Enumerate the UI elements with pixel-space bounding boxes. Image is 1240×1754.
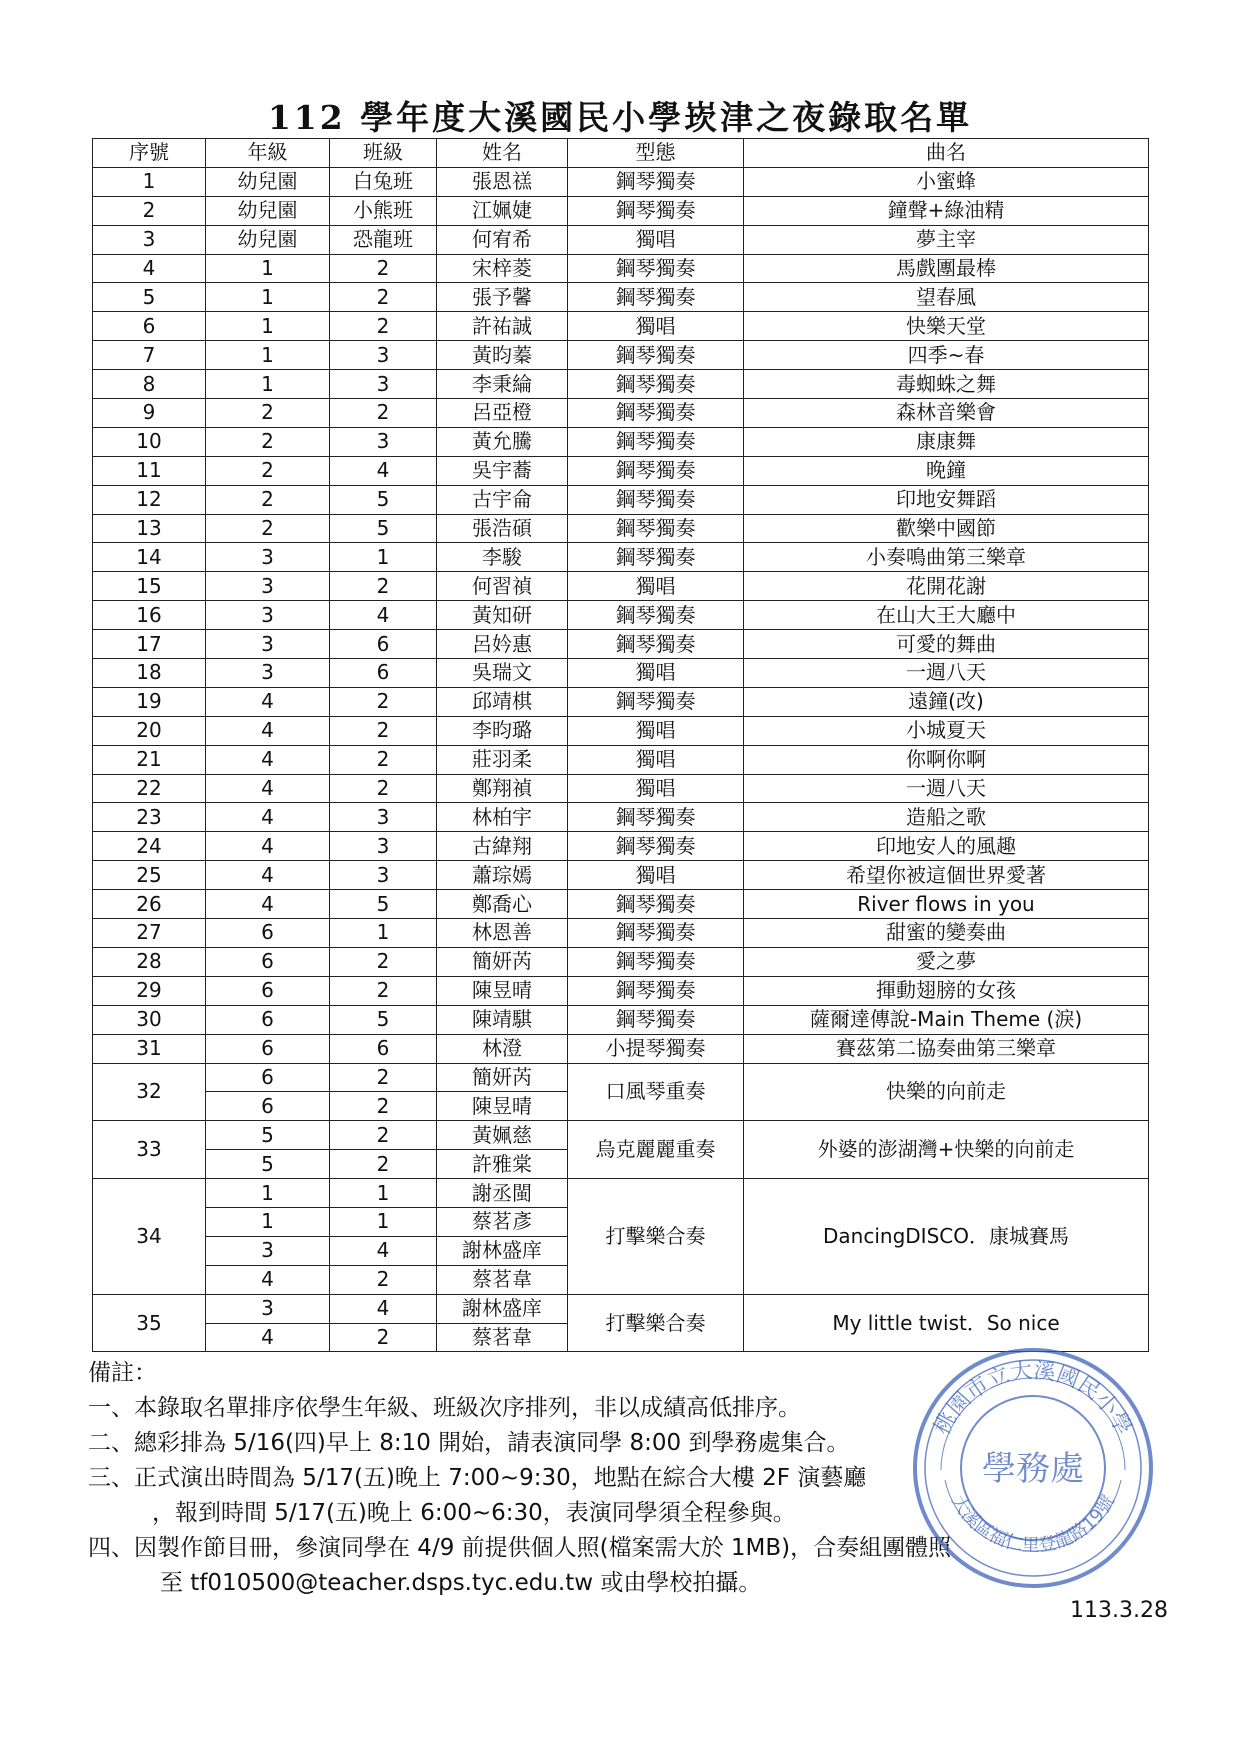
- cell-song: 歡樂中國節: [744, 514, 1149, 543]
- cell-no: 28: [93, 947, 206, 976]
- cell-name: 蕭琮嫣: [437, 861, 568, 890]
- cell-no: 11: [93, 456, 206, 485]
- cell-class: 2: [330, 947, 437, 976]
- table-row: [93, 919, 1149, 948]
- cell-name: 蔡茗彥: [437, 1207, 568, 1236]
- cell-grade: 4: [206, 1323, 330, 1352]
- cell-type: 鋼琴獨奏: [568, 890, 744, 919]
- cell-class: 2: [330, 572, 437, 601]
- cell-grade: 3: [206, 601, 330, 630]
- cell-name: 鄭翔禎: [437, 774, 568, 803]
- cell-song: 外婆的澎湖灣+快樂的向前走: [744, 1121, 1149, 1179]
- cell-no: 29: [93, 976, 206, 1005]
- header-class: 班級: [330, 139, 437, 168]
- cell-class: 2: [330, 1092, 437, 1121]
- cell-name: 黃昀蓁: [437, 341, 568, 370]
- cell-type: 鋼琴獨奏: [568, 976, 744, 1005]
- cell-name: 黃允騰: [437, 427, 568, 456]
- cell-name: 李駿: [437, 543, 568, 572]
- cell-song: 森林音樂會: [744, 399, 1149, 428]
- table-row: [93, 572, 1149, 601]
- cell-grade: 幼兒園: [206, 167, 330, 196]
- cell-type: 獨唱: [568, 659, 744, 688]
- cell-type: 鋼琴獨奏: [568, 1005, 744, 1034]
- cell-name: 許雅棠: [437, 1150, 568, 1179]
- cell-type: 鋼琴獨奏: [568, 427, 744, 456]
- table-row: [93, 687, 1149, 716]
- cell-grade: 1: [206, 370, 330, 399]
- cell-type: 鋼琴獨奏: [568, 370, 744, 399]
- cell-no: 31: [93, 1034, 206, 1063]
- cell-grade: 4: [206, 687, 330, 716]
- cell-name: 林柏宇: [437, 803, 568, 832]
- cell-no: 7: [93, 341, 206, 370]
- cell-class: 2: [330, 1323, 437, 1352]
- cell-type: 獨唱: [568, 225, 744, 254]
- cell-no: 6: [93, 312, 206, 341]
- cell-type: 小提琴獨奏: [568, 1034, 744, 1063]
- admission-table: [92, 138, 1149, 1352]
- table-row: [93, 341, 1149, 370]
- cell-grade: 6: [206, 976, 330, 1005]
- cell-class: 3: [330, 832, 437, 861]
- cell-song: DancingDISCO．康城賽馬: [744, 1179, 1149, 1295]
- cell-no: 33: [93, 1121, 206, 1179]
- cell-grade: 6: [206, 947, 330, 976]
- cell-name: 李秉綸: [437, 370, 568, 399]
- cell-name: 謝林盛庠: [437, 1294, 568, 1323]
- cell-name: 蔡茗韋: [437, 1265, 568, 1294]
- cell-song: 小蜜蜂: [744, 167, 1149, 196]
- cell-grade: 1: [206, 254, 330, 283]
- school-seal-stamp: [905, 1340, 1161, 1596]
- cell-grade: 1: [206, 341, 330, 370]
- cell-no: 35: [93, 1294, 206, 1352]
- cell-class: 小熊班: [330, 196, 437, 225]
- cell-no: 17: [93, 630, 206, 659]
- cell-type: 烏克麗麗重奏: [568, 1121, 744, 1179]
- cell-name: 呂亞橙: [437, 399, 568, 428]
- cell-class: 2: [330, 1121, 437, 1150]
- cell-class: 4: [330, 1236, 437, 1265]
- cell-class: 1: [330, 543, 437, 572]
- cell-grade: 6: [206, 1034, 330, 1063]
- cell-song: 在山大王大廳中: [744, 601, 1149, 630]
- cell-song: 印地安人的風趣: [744, 832, 1149, 861]
- cell-name: 謝林盛庠: [437, 1236, 568, 1265]
- cell-no: 18: [93, 659, 206, 688]
- header-grade: 年級: [206, 139, 330, 168]
- cell-class: 2: [330, 1063, 437, 1092]
- cell-class: 4: [330, 601, 437, 630]
- table-row-group: [93, 1294, 1149, 1323]
- cell-grade: 6: [206, 919, 330, 948]
- cell-no: 25: [93, 861, 206, 890]
- cell-no: 5: [93, 283, 206, 312]
- cell-no: 14: [93, 543, 206, 572]
- cell-grade: 6: [206, 1063, 330, 1092]
- cell-class: 5: [330, 890, 437, 919]
- cell-class: 4: [330, 1294, 437, 1323]
- cell-no: 12: [93, 485, 206, 514]
- table-row: [93, 1005, 1149, 1034]
- cell-grade: 3: [206, 630, 330, 659]
- cell-grade: 幼兒園: [206, 225, 330, 254]
- table-row-group: [93, 1063, 1149, 1092]
- header-name: 姓名: [437, 139, 568, 168]
- table-row: [93, 456, 1149, 485]
- cell-name: 吳瑞文: [437, 659, 568, 688]
- cell-grade: 幼兒園: [206, 196, 330, 225]
- header-no: 序號: [93, 139, 206, 168]
- header-song: 曲名: [744, 139, 1149, 168]
- cell-class: 2: [330, 254, 437, 283]
- cell-song: 可愛的舞曲: [744, 630, 1149, 659]
- cell-song: 你啊你啊: [744, 745, 1149, 774]
- table-header-row: [93, 139, 1149, 168]
- cell-name: 宋梓菱: [437, 254, 568, 283]
- cell-type: 鋼琴獨奏: [568, 456, 744, 485]
- table-row: [93, 283, 1149, 312]
- cell-class: 4: [330, 456, 437, 485]
- note-3: 三、正式演出時間為 5/17(五)晚上 7:00~9:30，地點在綜合大樓 2F 演藝廳: [88, 1465, 867, 1491]
- cell-grade: 2: [206, 427, 330, 456]
- table-row-group: [93, 1179, 1149, 1208]
- table-row: [93, 485, 1149, 514]
- cell-name: 呂妗惠: [437, 630, 568, 659]
- cell-name: 何宥希: [437, 225, 568, 254]
- cell-grade: 3: [206, 1294, 330, 1323]
- cell-class: 6: [330, 1034, 437, 1063]
- cell-class: 2: [330, 1150, 437, 1179]
- table-row: [93, 716, 1149, 745]
- cell-type: 鋼琴獨奏: [568, 543, 744, 572]
- cell-class: 2: [330, 312, 437, 341]
- cell-grade: 2: [206, 456, 330, 485]
- cell-song: River flows in you: [744, 890, 1149, 919]
- cell-type: 鋼琴獨奏: [568, 601, 744, 630]
- cell-grade: 3: [206, 572, 330, 601]
- table-row: [93, 399, 1149, 428]
- table-row: [93, 890, 1149, 919]
- cell-type: 鋼琴獨奏: [568, 167, 744, 196]
- cell-type: 獨唱: [568, 312, 744, 341]
- cell-no: 23: [93, 803, 206, 832]
- cell-class: 5: [330, 514, 437, 543]
- cell-no: 34: [93, 1179, 206, 1295]
- cell-type: 鋼琴獨奏: [568, 341, 744, 370]
- cell-name: 鄭喬心: [437, 890, 568, 919]
- cell-song: 印地安舞蹈: [744, 485, 1149, 514]
- cell-grade: 4: [206, 890, 330, 919]
- cell-name: 古宇侖: [437, 485, 568, 514]
- cell-type: 鋼琴獨奏: [568, 254, 744, 283]
- cell-class: 白兔班: [330, 167, 437, 196]
- cell-name: 吳宇蕎: [437, 456, 568, 485]
- table-row: [93, 745, 1149, 774]
- cell-no: 8: [93, 370, 206, 399]
- cell-grade: 1: [206, 1207, 330, 1236]
- cell-class: 2: [330, 745, 437, 774]
- cell-type: 獨唱: [568, 861, 744, 890]
- table-row: [93, 947, 1149, 976]
- cell-grade: 3: [206, 659, 330, 688]
- cell-type: 獨唱: [568, 572, 744, 601]
- cell-no: 10: [93, 427, 206, 456]
- cell-name: 江姵婕: [437, 196, 568, 225]
- cell-class: 1: [330, 1179, 437, 1208]
- table-row: [93, 427, 1149, 456]
- cell-no: 27: [93, 919, 206, 948]
- cell-grade: 2: [206, 514, 330, 543]
- cell-name: 張恩禚: [437, 167, 568, 196]
- cell-grade: 5: [206, 1121, 330, 1150]
- table-row: [93, 659, 1149, 688]
- cell-type: 鋼琴獨奏: [568, 283, 744, 312]
- cell-type: 鋼琴獨奏: [568, 630, 744, 659]
- table-row: [93, 630, 1149, 659]
- cell-no: 3: [93, 225, 206, 254]
- cell-song: 小奏鳴曲第三樂章: [744, 543, 1149, 572]
- cell-type: 打擊樂合奏: [568, 1179, 744, 1295]
- cell-name: 莊羽柔: [437, 745, 568, 774]
- cell-class: 5: [330, 1005, 437, 1034]
- notes-heading: 備註：: [88, 1360, 157, 1386]
- cell-class: 2: [330, 687, 437, 716]
- header-type: 型態: [568, 139, 744, 168]
- cell-song: 希望你被這個世界愛著: [744, 861, 1149, 890]
- cell-type: 鋼琴獨奏: [568, 919, 744, 948]
- cell-name: 謝丞閩: [437, 1179, 568, 1208]
- cell-song: 造船之歌: [744, 803, 1149, 832]
- cell-no: 24: [93, 832, 206, 861]
- cell-type: 獨唱: [568, 745, 744, 774]
- table-row: [93, 254, 1149, 283]
- cell-name: 簡妍芮: [437, 1063, 568, 1092]
- cell-grade: 4: [206, 832, 330, 861]
- cell-song: 一週八天: [744, 774, 1149, 803]
- table-row: [93, 514, 1149, 543]
- cell-grade: 4: [206, 716, 330, 745]
- cell-name: 陳昱晴: [437, 1092, 568, 1121]
- cell-name: 張予馨: [437, 283, 568, 312]
- cell-no: 32: [93, 1063, 206, 1121]
- note-1: 一、本錄取名單排序依學生年級、班級次序排列，非以成績高低排序。: [88, 1395, 801, 1421]
- cell-type: 獨唱: [568, 716, 744, 745]
- cell-song: 花開花謝: [744, 572, 1149, 601]
- cell-name: 張浩碩: [437, 514, 568, 543]
- cell-name: 簡妍芮: [437, 947, 568, 976]
- cell-grade: 4: [206, 803, 330, 832]
- cell-grade: 1: [206, 1179, 330, 1208]
- cell-song: 晚鐘: [744, 456, 1149, 485]
- cell-type: 鋼琴獨奏: [568, 196, 744, 225]
- cell-grade: 5: [206, 1150, 330, 1179]
- cell-name: 黃知研: [437, 601, 568, 630]
- note-4: 四、因製作節目冊，參演同學在 4/9 前提供個人照(檔案需大於 1MB)，合奏組團體照: [88, 1535, 952, 1561]
- cell-name: 黃姵慈: [437, 1121, 568, 1150]
- cell-grade: 2: [206, 399, 330, 428]
- table-row: [93, 312, 1149, 341]
- cell-song: 甜蜜的變奏曲: [744, 919, 1149, 948]
- cell-grade: 3: [206, 1236, 330, 1265]
- cell-class: 2: [330, 716, 437, 745]
- table-row: [93, 832, 1149, 861]
- document-title: 112 學年度大溪國民小學崁津之夜錄取名單: [267, 98, 973, 137]
- cell-class: 2: [330, 1265, 437, 1294]
- stamp-bottom-text: 大溪區福仁里登龍路19號: [946, 1491, 1120, 1557]
- cell-class: 恐龍班: [330, 225, 437, 254]
- table-row: [93, 370, 1149, 399]
- cell-class: 3: [330, 861, 437, 890]
- cell-song: 望春風: [744, 283, 1149, 312]
- cell-class: 3: [330, 803, 437, 832]
- cell-class: 6: [330, 659, 437, 688]
- cell-grade: 2: [206, 485, 330, 514]
- cell-name: 許祐誠: [437, 312, 568, 341]
- cell-name: 何習禎: [437, 572, 568, 601]
- table-row: [93, 225, 1149, 254]
- cell-type: 鋼琴獨奏: [568, 399, 744, 428]
- cell-type: 鋼琴獨奏: [568, 485, 744, 514]
- table-row: [93, 167, 1149, 196]
- table-row: [93, 196, 1149, 225]
- cell-name: 陳昱晴: [437, 976, 568, 1005]
- cell-song: 四季~春: [744, 341, 1149, 370]
- cell-no: 1: [93, 167, 206, 196]
- cell-name: 蔡茗韋: [437, 1323, 568, 1352]
- cell-song: 遠鐘(改): [744, 687, 1149, 716]
- cell-song: 薩爾達傳說-Main Theme (淚): [744, 1005, 1149, 1034]
- cell-class: 5: [330, 485, 437, 514]
- cell-grade: 4: [206, 1265, 330, 1294]
- document-date: 113.3.28: [1070, 1598, 1168, 1623]
- note-2: 二、總彩排為 5/16(四)早上 8:10 開始，請表演同學 8:00 到學務處集合。: [88, 1430, 850, 1456]
- note-4-cont: 至 tf010500@teacher.dsps.tyc.edu.tw 或由學校拍攝。: [160, 1570, 762, 1596]
- cell-song: 揮動翅膀的女孩: [744, 976, 1149, 1005]
- cell-type: 獨唱: [568, 774, 744, 803]
- cell-grade: 4: [206, 745, 330, 774]
- cell-song: 快樂天堂: [744, 312, 1149, 341]
- cell-song: My little twist．So nice: [744, 1294, 1149, 1352]
- cell-type: 口風琴重奏: [568, 1063, 744, 1121]
- cell-type: 鋼琴獨奏: [568, 947, 744, 976]
- cell-song: 夢主宰: [744, 225, 1149, 254]
- cell-grade: 4: [206, 774, 330, 803]
- cell-no: 30: [93, 1005, 206, 1034]
- cell-class: 3: [330, 370, 437, 399]
- cell-song: 賽茲第二協奏曲第三樂章: [744, 1034, 1149, 1063]
- cell-no: 9: [93, 399, 206, 428]
- table-row: [93, 1034, 1149, 1063]
- cell-type: 鋼琴獨奏: [568, 803, 744, 832]
- cell-no: 15: [93, 572, 206, 601]
- cell-no: 20: [93, 716, 206, 745]
- cell-class: 3: [330, 427, 437, 456]
- table-row-group: [93, 1121, 1149, 1150]
- cell-song: 康康舞: [744, 427, 1149, 456]
- cell-song: 鐘聲+綠油精: [744, 196, 1149, 225]
- cell-class: 1: [330, 919, 437, 948]
- table-row: [93, 601, 1149, 630]
- cell-no: 26: [93, 890, 206, 919]
- cell-class: 2: [330, 399, 437, 428]
- cell-song: 一週八天: [744, 659, 1149, 688]
- table-row: [93, 861, 1149, 890]
- table-row: [93, 976, 1149, 1005]
- cell-no: 21: [93, 745, 206, 774]
- table-row: [93, 543, 1149, 572]
- table-row: [93, 803, 1149, 832]
- cell-song: 毒蜘蛛之舞: [744, 370, 1149, 399]
- cell-name: 林澄: [437, 1034, 568, 1063]
- cell-grade: 6: [206, 1005, 330, 1034]
- cell-grade: 4: [206, 861, 330, 890]
- stamp-center-text: 學務處: [982, 1449, 1084, 1489]
- cell-no: 16: [93, 601, 206, 630]
- cell-class: 2: [330, 283, 437, 312]
- cell-class: 1: [330, 1207, 437, 1236]
- cell-type: 鋼琴獨奏: [568, 832, 744, 861]
- cell-name: 陳靖騏: [437, 1005, 568, 1034]
- cell-class: 2: [330, 976, 437, 1005]
- cell-grade: 1: [206, 283, 330, 312]
- cell-no: 13: [93, 514, 206, 543]
- cell-grade: 3: [206, 543, 330, 572]
- cell-name: 邱靖棋: [437, 687, 568, 716]
- cell-no: 2: [93, 196, 206, 225]
- cell-type: 鋼琴獨奏: [568, 514, 744, 543]
- cell-no: 4: [93, 254, 206, 283]
- cell-song: 快樂的向前走: [744, 1063, 1149, 1121]
- cell-no: 19: [93, 687, 206, 716]
- cell-class: 6: [330, 630, 437, 659]
- cell-song: 小城夏天: [744, 716, 1149, 745]
- cell-name: 古緯翔: [437, 832, 568, 861]
- cell-no: 22: [93, 774, 206, 803]
- cell-name: 李昀璐: [437, 716, 568, 745]
- cell-class: 3: [330, 341, 437, 370]
- cell-type: 鋼琴獨奏: [568, 687, 744, 716]
- cell-grade: 1: [206, 312, 330, 341]
- cell-song: 愛之夢: [744, 947, 1149, 976]
- cell-class: 2: [330, 774, 437, 803]
- stamp-outer-text: 桃園市立大溪國民小學: [929, 1358, 1137, 1440]
- cell-song: 馬戲團最棒: [744, 254, 1149, 283]
- cell-type: 打擊樂合奏: [568, 1294, 744, 1352]
- table-row: [93, 774, 1149, 803]
- cell-grade: 6: [206, 1092, 330, 1121]
- cell-name: 林恩善: [437, 919, 568, 948]
- note-3-cont: ，報到時間 5/17(五)晚上 6:00~6:30，表演同學須全程參與。: [152, 1500, 796, 1526]
